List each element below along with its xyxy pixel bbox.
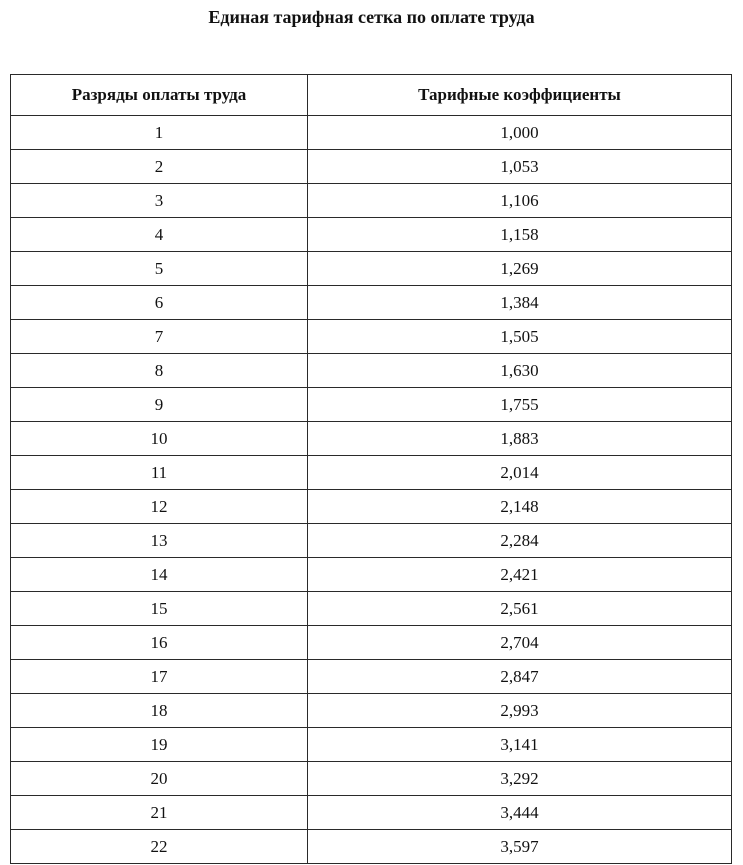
cell-grade: 15 (11, 592, 308, 626)
cell-coefficient: 1,053 (308, 150, 732, 184)
cell-coefficient: 1,000 (308, 116, 732, 150)
table-row (11, 320, 732, 354)
document-title: Единая тарифная сетка по оплате труда (208, 7, 535, 27)
table-row (11, 762, 732, 796)
cell-coefficient: 1,384 (308, 286, 732, 320)
table-row (11, 422, 732, 456)
cell-coefficient: 2,014 (308, 456, 732, 490)
table-row (11, 626, 732, 660)
cell-coefficient: 2,561 (308, 592, 732, 626)
cell-coefficient: 3,292 (308, 762, 732, 796)
table-row (11, 592, 732, 626)
cell-grade: 17 (11, 660, 308, 694)
cell-grade: 19 (11, 728, 308, 762)
table-header (11, 75, 732, 116)
cell-grade: 11 (11, 456, 308, 490)
cell-grade: 1 (11, 116, 308, 150)
table-row (11, 524, 732, 558)
cell-grade: 16 (11, 626, 308, 660)
cell-coefficient: 2,704 (308, 626, 732, 660)
table-row (11, 830, 732, 864)
table-body (11, 116, 732, 864)
header-row (11, 75, 732, 116)
table-row (11, 116, 732, 150)
table-row (11, 286, 732, 320)
cell-grade: 3 (11, 184, 308, 218)
cell-grade: 10 (11, 422, 308, 456)
cell-grade: 14 (11, 558, 308, 592)
cell-coefficient: 1,106 (308, 184, 732, 218)
table-row (11, 558, 732, 592)
cell-coefficient: 3,141 (308, 728, 732, 762)
cell-coefficient: 2,148 (308, 490, 732, 524)
cell-coefficient: 2,847 (308, 660, 732, 694)
cell-grade: 5 (11, 252, 308, 286)
table-row (11, 796, 732, 830)
cell-coefficient: 1,505 (308, 320, 732, 354)
cell-grade: 7 (11, 320, 308, 354)
table-row (11, 218, 732, 252)
table-row (11, 660, 732, 694)
cell-coefficient: 3,444 (308, 796, 732, 830)
cell-coefficient: 1,269 (308, 252, 732, 286)
cell-coefficient: 2,993 (308, 694, 732, 728)
cell-coefficient: 1,755 (308, 388, 732, 422)
cell-coefficient: 3,597 (308, 830, 732, 864)
header-coefficient: Тарифные коэффициенты (308, 75, 732, 116)
cell-grade: 22 (11, 830, 308, 864)
cell-grade: 18 (11, 694, 308, 728)
table-row (11, 150, 732, 184)
header-grade: Разряды оплаты труда (11, 75, 308, 116)
table-row (11, 490, 732, 524)
table-row (11, 184, 732, 218)
cell-grade: 6 (11, 286, 308, 320)
cell-coefficient: 1,630 (308, 354, 732, 388)
cell-grade: 20 (11, 762, 308, 796)
cell-coefficient: 1,883 (308, 422, 732, 456)
table-row (11, 456, 732, 490)
table-row (11, 354, 732, 388)
cell-grade: 9 (11, 388, 308, 422)
cell-grade: 2 (11, 150, 308, 184)
table-row (11, 728, 732, 762)
table-row (11, 252, 732, 286)
table-row (11, 388, 732, 422)
tariff-table (10, 74, 732, 864)
cell-grade: 12 (11, 490, 308, 524)
cell-coefficient: 2,284 (308, 524, 732, 558)
table-row (11, 694, 732, 728)
cell-coefficient: 2,421 (308, 558, 732, 592)
cell-grade: 13 (11, 524, 308, 558)
cell-grade: 4 (11, 218, 308, 252)
cell-grade: 21 (11, 796, 308, 830)
cell-grade: 8 (11, 354, 308, 388)
cell-coefficient: 1,158 (308, 218, 732, 252)
